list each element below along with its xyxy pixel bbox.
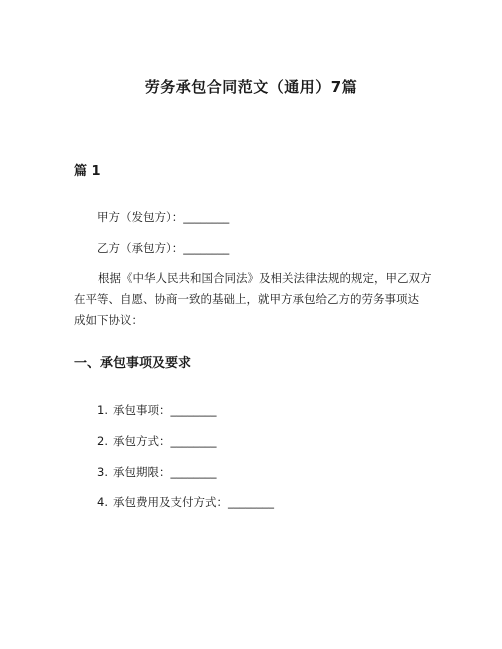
intro-line: 在平等、自愿、协商一致的基础上，就甲方承包给乙方的劳务事项达 xyxy=(74,292,419,306)
party-b-line: 乙方（承包方）：________ xyxy=(97,241,230,255)
list-item xyxy=(97,464,216,480)
list-item-text: 承包费用及支付方式：________ xyxy=(112,495,274,509)
list-item-text: 承包方式：________ xyxy=(112,434,217,448)
intro-paragraph xyxy=(74,268,434,331)
list-item xyxy=(97,494,274,510)
document-title: 劳务承包合同范文（通用）7篇 xyxy=(144,78,358,96)
party-a-line: 甲方（发包方）：________ xyxy=(97,210,230,224)
list-item-text: 承包期限：________ xyxy=(112,465,217,479)
list-item-text: 承包事项：________ xyxy=(112,403,217,417)
list-item-number: 1. xyxy=(97,403,108,417)
list-item-number: 4. xyxy=(97,495,108,509)
intro-line: 根据《中华人民共和国合同法》及相关法律法规的规定，甲乙双方 xyxy=(98,271,432,285)
intro-line: 成如下协议： xyxy=(74,313,143,327)
list-item xyxy=(97,402,216,418)
list-item-number: 2. xyxy=(97,434,108,448)
list-item-number: 3. xyxy=(97,465,108,479)
list-item xyxy=(97,433,216,449)
section-heading: 篇 1 xyxy=(74,164,101,179)
subheading: 一、承包事项及要求 xyxy=(74,356,192,371)
